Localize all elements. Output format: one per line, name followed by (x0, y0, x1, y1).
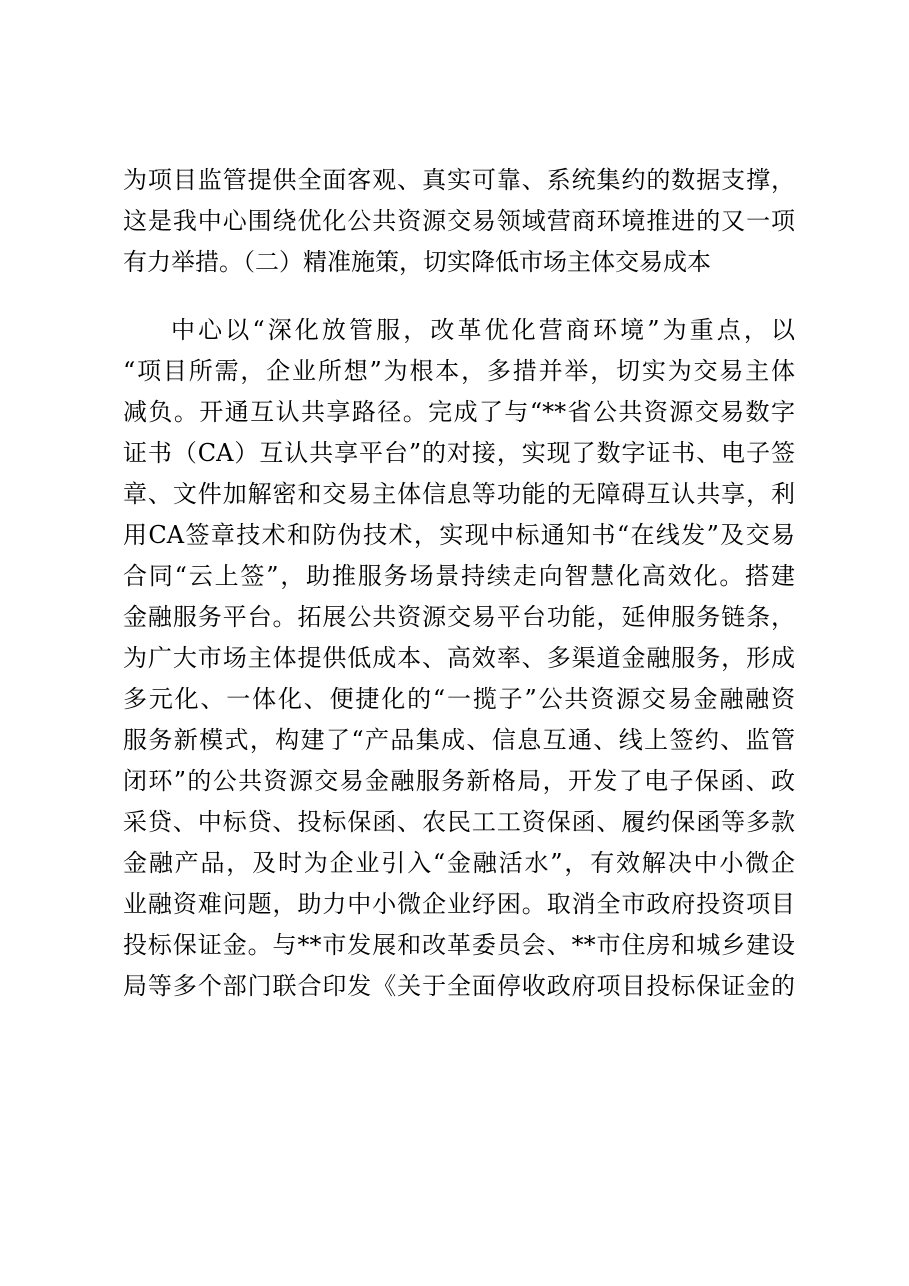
text-line: 中心以“深化放管服，改革优化营商环境”为重点，以 (171, 316, 795, 344)
text-line: 多元化、一体化、便捷化的“一揽子”公共资源交易金融融资 (123, 685, 795, 713)
document-body (123, 160, 795, 1007)
text-line: 闭环”的公共资源交易金融服务新格局，开发了电子保函、政 (123, 767, 795, 795)
paragraph-1 (123, 160, 795, 283)
text-line: 证书（CA）互认共享平台”的对接，实现了数字证书、电子签 (123, 439, 795, 467)
text-line: 金融产品，及时为企业引入“金融活水”，有效解决中小微企 (123, 849, 795, 877)
text-line: 为项目监管提供全面客观、真实可靠、系统集约的数据支撑， (123, 166, 795, 194)
paragraph-2 (123, 310, 795, 1007)
paragraph-spacer (123, 283, 795, 310)
text-line: 这是我中心围绕优化公共资源交易领域营商环境推进的又一项 (123, 207, 795, 235)
text-line: 为广大市场主体提供低成本、高效率、多渠道金融服务，形成 (123, 644, 795, 672)
text-line: 减负。开通互认共享路径。完成了与“**省公共资源交易数字 (123, 398, 795, 426)
text-line: 采贷、中标贷、投标保函、农民工工资保函、履约保函等多款 (123, 808, 795, 836)
text-line: 投标保证金。与**市发展和改革委员会、**市住房和城乡建设 (123, 931, 795, 959)
text-line: 章、文件加解密和交易主体信息等功能的无障碍互认共享，利 (123, 480, 795, 508)
text-line: 金融服务平台。拓展公共资源交易平台功能，延伸服务链条， (123, 603, 795, 631)
text-line: “项目所需，企业所想”为根本，多措并举，切实为交易主体 (123, 357, 795, 385)
text-line: 服务新模式，构建了“产品集成、信息互通、线上签约、监管 (123, 726, 795, 754)
text-line: 用CA签章技术和防伪技术，实现中标通知书“在线发”及交易 (123, 521, 795, 549)
text-line: 合同“云上签”，助推服务场景持续走向智慧化高效化。搭建 (123, 562, 795, 590)
text-line: 业融资难问题，助力中小微企业纾困。取消全市政府投资项目 (123, 890, 795, 918)
text-line: 局等多个部门联合印发《关于全面停收政府项目投标保证金的 (123, 972, 795, 1000)
text-line: 有力举措。（二）精准施策，切实降低市场主体交易成本 (123, 248, 711, 276)
